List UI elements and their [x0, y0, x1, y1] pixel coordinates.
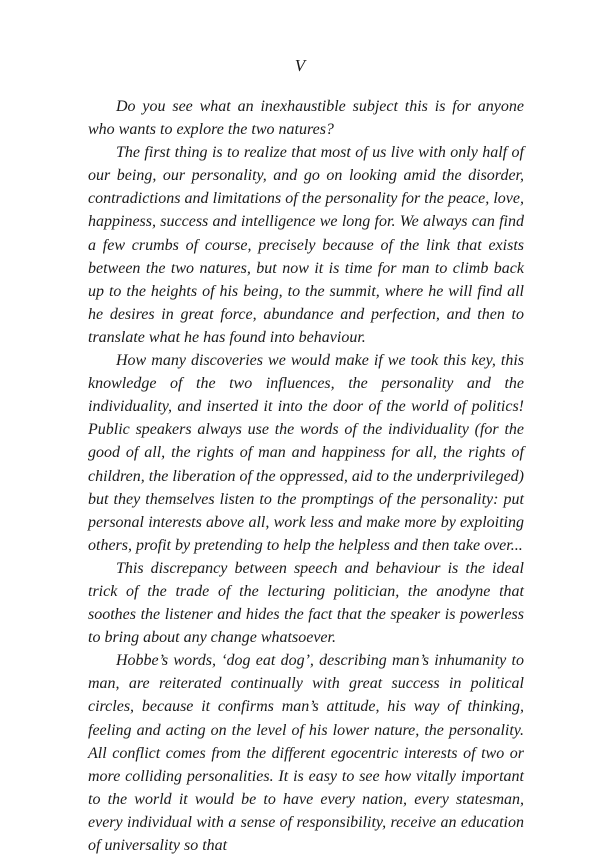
paragraph-1: Do you see what an inexhaustible subject this is for anyone who wants to explore the two natures? — [88, 98, 524, 139]
body-text — [88, 95, 524, 857]
paragraph-2: The first thing is to realize that most of us live with only half of our being, our personality, and go on looking amid the disorder, contradictions and limitations of the personality for the peace, love, happiness, success and intelligence we long for. We always can find a few crumbs of course, precisely because of the link that exists between the two natures, but now it is time for man to climb back up to the heights of his being, to the summit, where he will find all he desires in great force, abundance and perfection, and then to translate what he has found into behaviour. — [88, 144, 524, 346]
paragraph-3: How many discoveries we would make if we took this key, this knowledge of the two influences, the personality and the individuality, and inserted it into the door of the world of politics! Public speakers always use the words of the individuality (for the good of all, the rights of man and happiness for all, the rights of children, the liberation of the oppressed, aid to the underprivileged) but they themselves listen to the promptings of the personality: put personal interests above all, work less and make more by exploiting others, profit by pretending to help the helpless and then take over... — [88, 352, 524, 554]
paragraph-4: This discrepancy between speech and behaviour is the ideal trick of the trade of the lecturing politician, the anodyne that soothes the listener and hides the fact that the speaker is powerless to bring about any change whatsoever. — [88, 559, 524, 647]
section-heading: V — [294, 56, 306, 75]
paragraph-5: Hobbe’s words, ‘dog eat dog’, describing man’s inhumanity to man, are reiterated continually with great success in political circles, because it confirms man’s attitude, his way of thinking, feeling and acting on the level of his lower nature, the personality. All conflict comes from the different egocentric interests of two or more colliding personalities. It is easy to see how vitally important to the world it would be to have every nation, every statesman, every individual with a sense of responsibility, receive an education of universality so that — [88, 652, 524, 854]
